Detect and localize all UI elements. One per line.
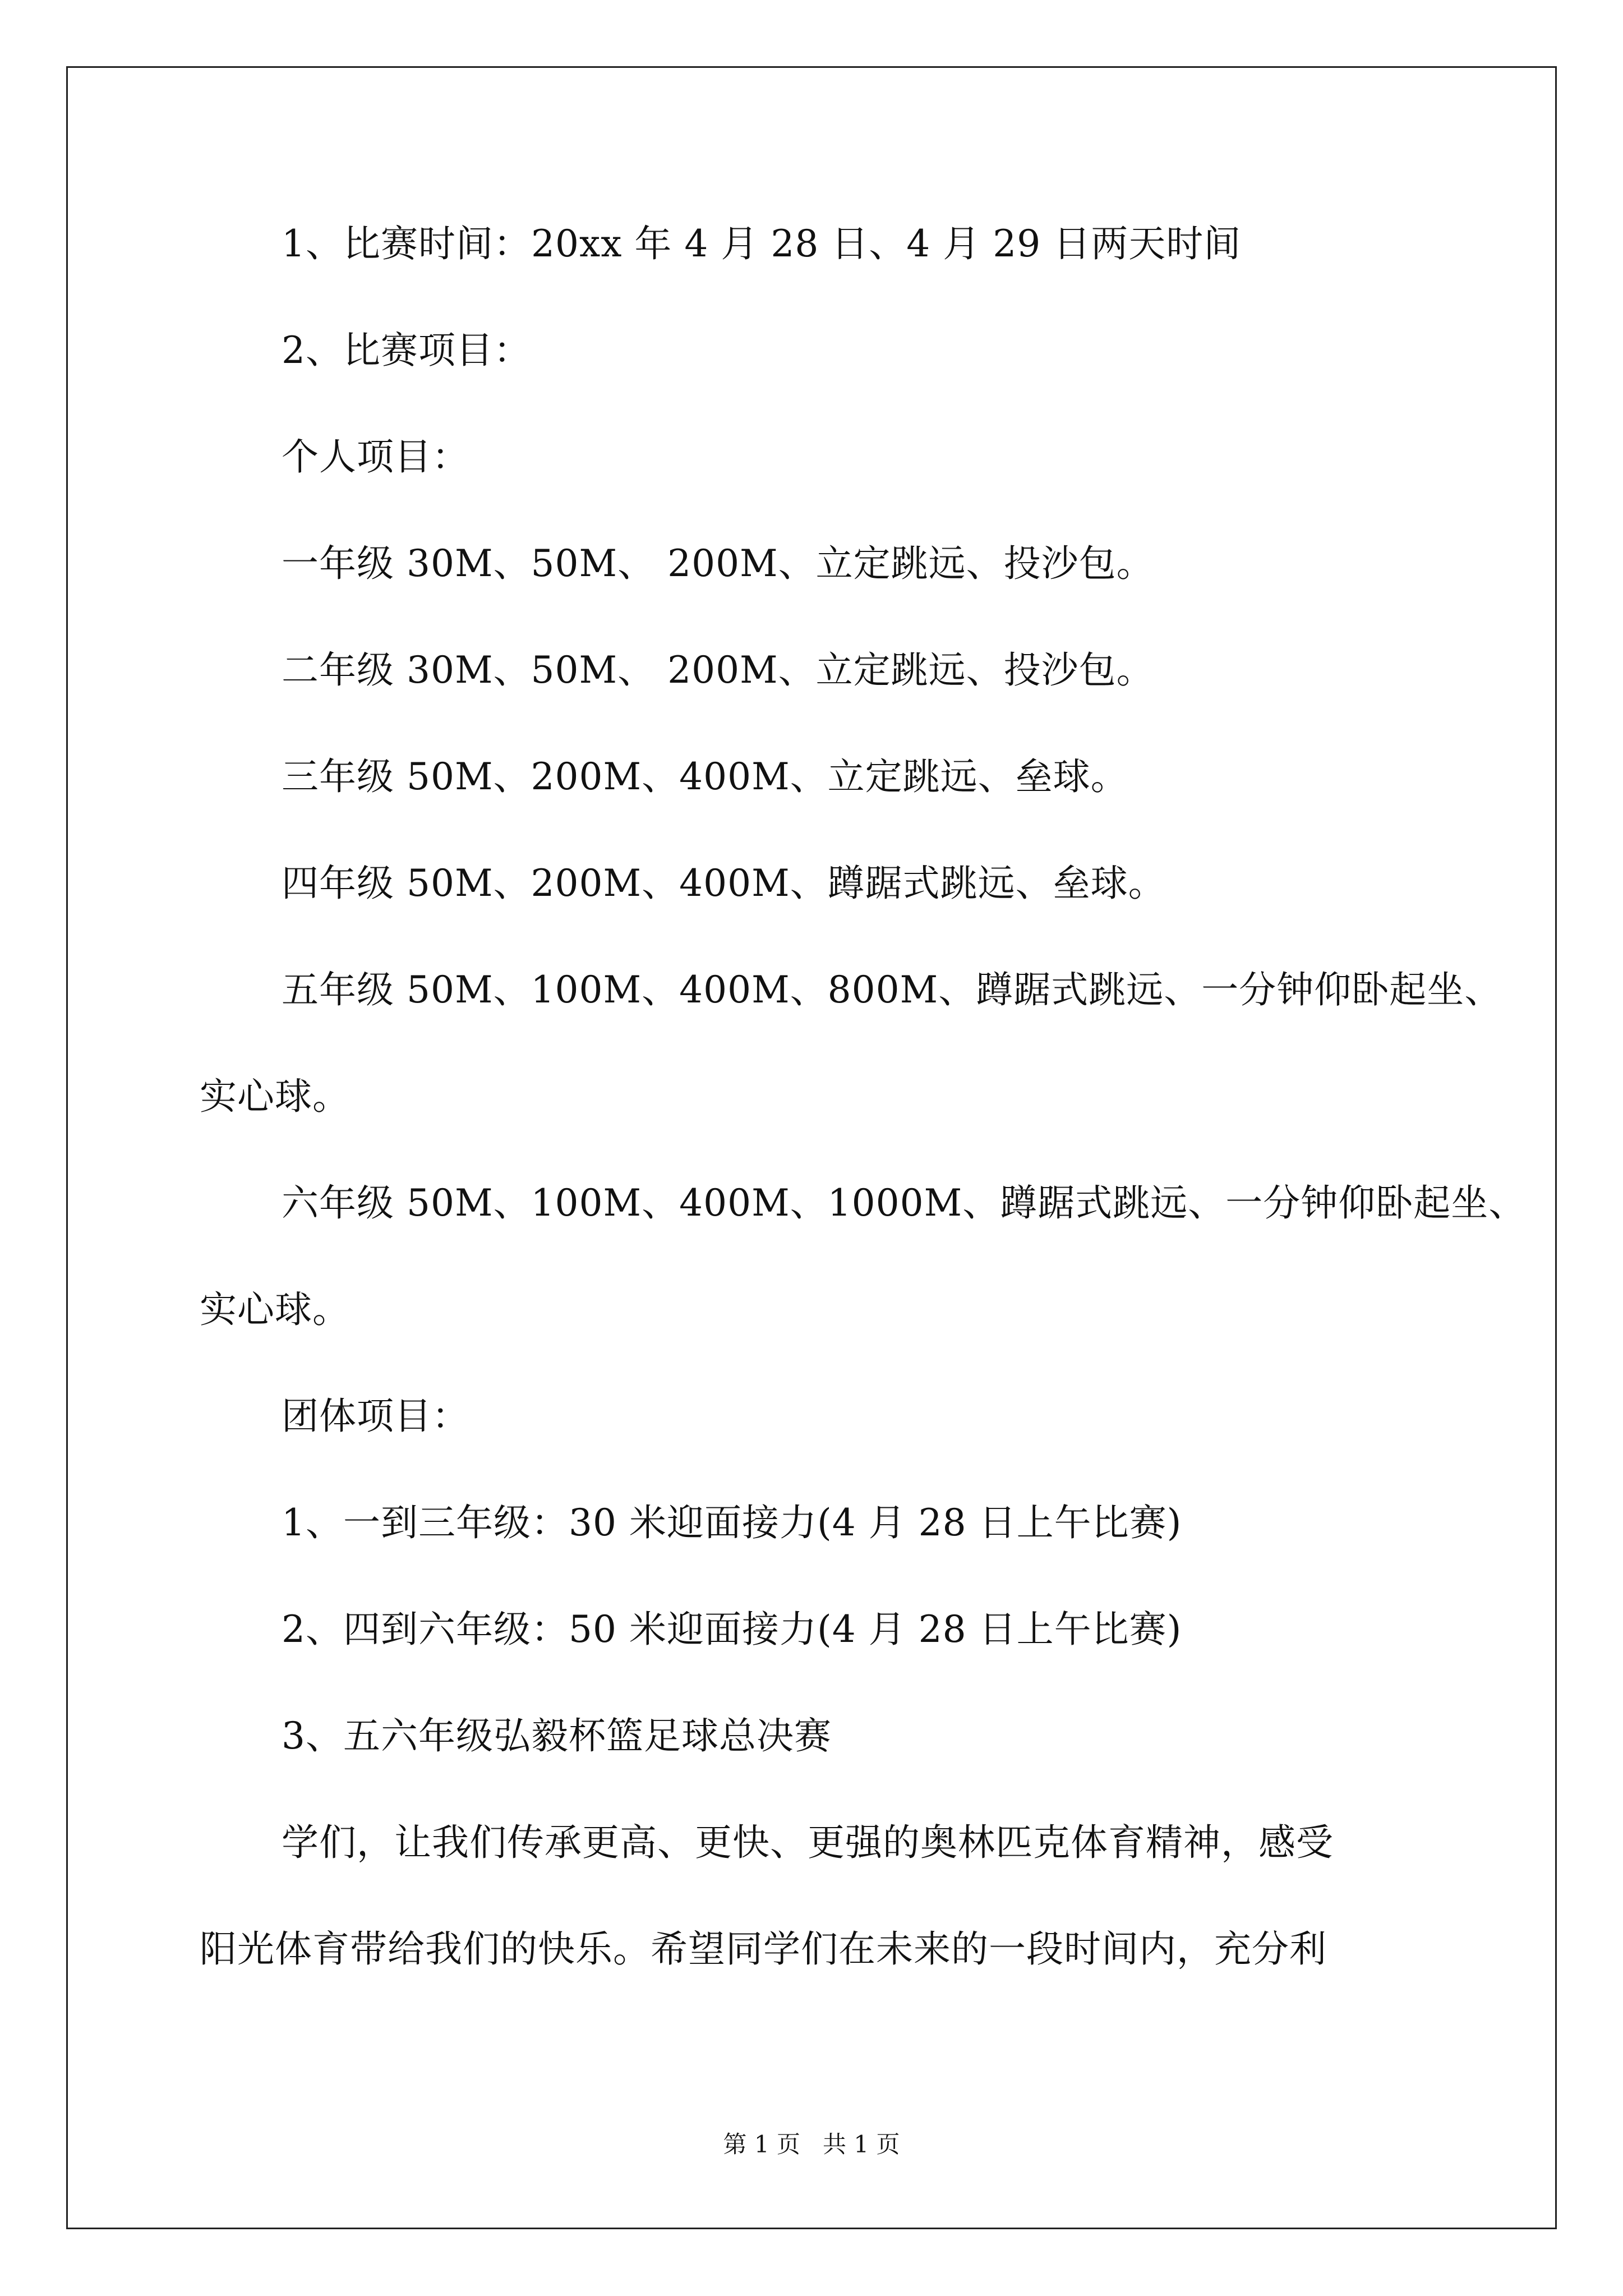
text-line: 实心球。 (200, 1075, 350, 1118)
text-line: 团体项目： (282, 1395, 469, 1438)
text-line: 实心球。 (200, 1288, 350, 1331)
text-line: 个人项目： (282, 435, 469, 478)
text-line: 四年级 50M、200M、400M、蹲踞式跳远、垒球。 (282, 862, 1166, 905)
text-line: 2、比赛项目： (282, 329, 531, 372)
text-line: 3、五六年级弘毅杯篮足球总决赛 (282, 1714, 832, 1757)
text-line: 2、四到六年级：50 米迎面接力(4 月 28 日上午比赛) (282, 1608, 1182, 1651)
text-line: 1、一到三年级：30 米迎面接力(4 月 28 日上午比赛) (282, 1501, 1182, 1544)
text-line: 六年级 50M、100M、400M、1000M、蹲踞式跳远、一分钟仰卧起坐、 (282, 1181, 1527, 1225)
text-line: 学们，让我们传承更高、更快、更强的奥林匹克体育精神，感受 (282, 1821, 1334, 1864)
text-line: 五年级 50M、100M、400M、800M、蹲踞式跳远、一分钟仰卧起坐、 (282, 968, 1502, 1011)
text-line: 三年级 50M、200M、400M、立定跳远、垒球。 (282, 755, 1128, 798)
text-line: 一年级 30M、50M、 200M、立定跳远、投沙包。 (282, 542, 1154, 585)
page-number-footer: 第 1 页 共 1 页 (723, 2131, 900, 2158)
text-line: 1、比赛时间：20xx 年 4 月 28 日、4 月 29 日两天时间 (282, 222, 1242, 265)
text-line: 二年级 30M、50M、 200M、立定跳远、投沙包。 (282, 648, 1154, 692)
text-line: 阳光体育带给我们的快乐。希望同学们在未来的一段时间内，充分利 (200, 1927, 1327, 1971)
page-border (66, 66, 1557, 2229)
